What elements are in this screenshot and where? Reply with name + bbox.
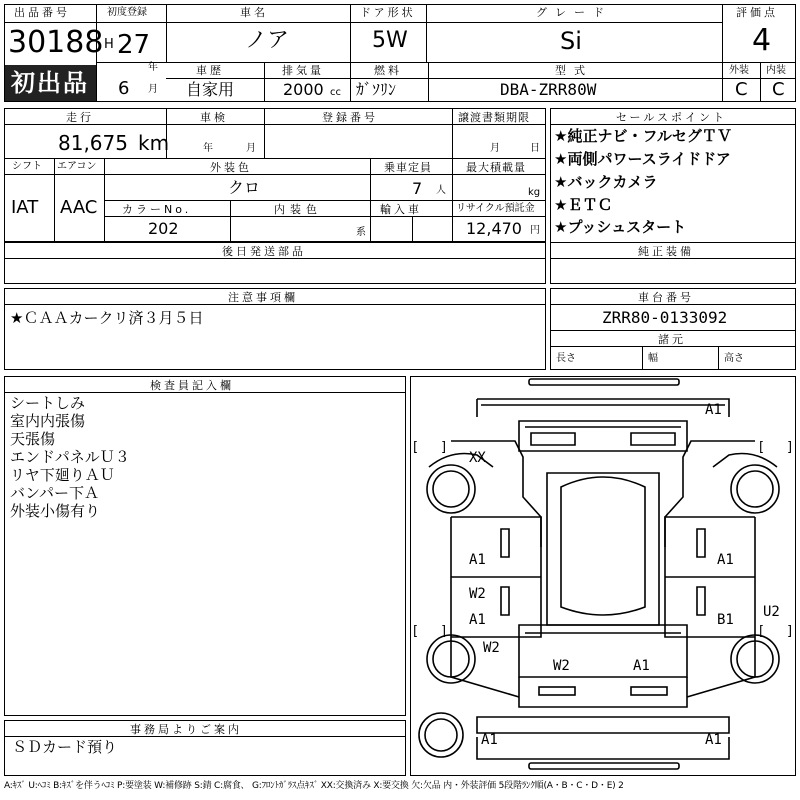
displacement: 2000 (283, 80, 324, 99)
shift: IAT (11, 197, 39, 218)
sales-point-5: ★プッシュスタート (554, 218, 687, 236)
era: H (104, 37, 114, 52)
chassis-number: ZRR80-0133092 (602, 308, 728, 327)
sales-points-label: セールスポイント (616, 111, 728, 124)
grade: Si (560, 27, 582, 55)
damage-mark: A1 (469, 612, 486, 628)
reg-year: 27 (117, 30, 151, 60)
exterior-grade-label: 外装 (729, 65, 749, 76)
inspector-line-2: 室内内張傷 (10, 412, 86, 430)
bracket-left-bottom: [ (413, 624, 419, 639)
car-diagram (410, 376, 796, 776)
load-label: 最大積載量 (466, 161, 526, 174)
history-label: 車歴 (196, 64, 224, 77)
interior-color-label: 内装色 (274, 203, 322, 216)
color: クロ (228, 178, 261, 197)
sales-point-1: ★純正ナビ・フルセグＴＶ (554, 127, 732, 145)
interior-grade: C (772, 79, 785, 100)
capacity-unit: 人 (436, 185, 446, 196)
damage-mark: W2 (483, 640, 500, 656)
inspector-line-1: シートしみ (10, 394, 86, 412)
door-label: ドア形状 (360, 6, 416, 19)
mileage-label: 走行 (66, 111, 94, 124)
lot-number: 30188 (8, 25, 104, 60)
damage-mark: A1 (717, 552, 734, 568)
chassis-label: 車台番号 (638, 291, 694, 304)
model: DBA-ZRR80W (500, 80, 597, 99)
interior-grade-label: 内装 (766, 65, 786, 76)
load-unit: kg (528, 187, 541, 198)
notes-label: 注意事項欄 (228, 291, 298, 304)
inspector-line-6: バンパー下Ａ (10, 484, 99, 502)
damage-mark: A1 (705, 732, 722, 748)
fuel-label: 燃料 (374, 64, 402, 77)
inspection-month-unit: 月 (246, 143, 256, 154)
recycle-fee: 12,470 (466, 219, 522, 238)
recycle-unit: 円 (530, 225, 540, 236)
legend-text: A:ｷｽﾞ U:ﾍｺﾐ B:ｷｽﾞを伴うﾍｺﾐ P:要塗装 W:補修跡 S:錆 C:腐食、 G:ﾌﾛﾝﾄｶﾞﾗｽ点ｷｽﾞ XX:交換済み X:要交換 欠:欠品 内・外装評価 5段階ﾗﾝｸ順(A・B・C・D・E) 2 (4, 781, 624, 791)
inspection-label: 車検 (200, 111, 228, 124)
damage-mark: B1 (717, 612, 734, 628)
dims-label: 諸元 (658, 333, 686, 346)
later-parts-label: 後日発送部品 (222, 245, 306, 258)
notes-text: ★ＣＡＡカークリ済３月５日 (10, 309, 204, 327)
bracket-right-top: [ (759, 440, 765, 455)
score: 4 (752, 23, 772, 58)
car-name: ノア (245, 28, 290, 53)
transfer-month-unit: 月 (490, 143, 500, 154)
fuel: ｶﾞｿﾘﾝ (356, 80, 397, 99)
genuine-equip-label: 純正装備 (638, 245, 694, 258)
damage-mark: XX (469, 450, 486, 466)
damage-mark: A1 (481, 732, 498, 748)
bracket-left-top: [ (413, 440, 419, 455)
sales-point-3: ★バックカメラ (554, 173, 658, 191)
score-label: 評価点 (736, 6, 778, 19)
inspector-line-3: 天張傷 (10, 430, 56, 448)
damage-mark: W2 (553, 658, 570, 674)
reg-month-unit: 月 (148, 84, 158, 95)
lot-number-label: 出品番号 (14, 6, 70, 19)
ac: AAC (60, 197, 98, 218)
inspector-line-7: 外装小傷有り (10, 502, 101, 520)
color-label: 外装色 (210, 161, 252, 174)
displacement-unit: cc (330, 87, 341, 98)
car-name-label: 車名 (240, 6, 268, 19)
damage-mark: U2 (763, 604, 780, 620)
first-listing-badge (5, 65, 96, 101)
office-label: 事務局よりご案内 (130, 723, 242, 736)
transfer-day-unit: 日 (530, 143, 540, 154)
history: 自家用 (186, 80, 235, 99)
damage-mark: A1 (469, 552, 486, 568)
bracket-left-top-close: ] (441, 440, 447, 455)
bracket-right-bottom-close: ] (787, 624, 793, 639)
model-label: 型式 (555, 64, 593, 77)
specs-block (4, 108, 546, 242)
inspector-line-4: エンドパネルＵ３ (10, 448, 130, 466)
damage-mark: A1 (705, 402, 722, 418)
color-no: 202 (148, 219, 179, 238)
damage-mark: A1 (633, 658, 650, 674)
length-label: 長さ (556, 353, 576, 364)
car-outline-svg (411, 377, 795, 775)
reg-year-unit: 年 (148, 62, 158, 73)
interior-color-unit: 系 (356, 227, 366, 238)
shift-label: シフト (12, 161, 42, 172)
first-reg-label: 初度登録 (107, 7, 147, 18)
bracket-left-bottom-close: ] (441, 624, 447, 639)
sales-point-4: ★ＥＴＣ (554, 196, 613, 214)
inspector-label: 検査員記入欄 (150, 379, 234, 392)
damage-mark: W2 (469, 586, 486, 602)
inspector-line-5: リヤ下廻りＡＵ (10, 466, 115, 484)
bracket-right-top-close: ] (787, 440, 793, 455)
color-no-label: カラーNo. (122, 203, 192, 216)
mileage-unit: km (138, 131, 170, 155)
inspection-year-unit: 年 (203, 143, 213, 154)
office-text: ＳＤカード預り (12, 738, 118, 756)
ac-label: エアコン (57, 161, 97, 172)
import-label: 輸入車 (380, 203, 422, 216)
height-label: 高さ (724, 353, 744, 364)
first-listing-text: 初出品 (11, 69, 89, 97)
recycle-label: リサイクル預託金 (456, 203, 535, 214)
sales-point-2: ★両側パワースライドドア (554, 150, 731, 168)
plate-label: 登録番号 (322, 111, 378, 124)
door-type: 5W (372, 28, 408, 53)
exterior-grade: C (735, 79, 748, 100)
reg-month: 6 (118, 78, 130, 99)
grade-label: グレード (536, 6, 612, 19)
capacity: 7 (412, 179, 423, 198)
capacity-label: 乗車定員 (384, 161, 432, 174)
width-label: 幅 (648, 353, 658, 364)
bracket-right-bottom: [ (759, 624, 765, 639)
transfer-label: 譲渡書類期限 (458, 111, 530, 124)
mileage: 81,675 (58, 131, 128, 155)
displacement-label: 排気量 (282, 64, 324, 77)
